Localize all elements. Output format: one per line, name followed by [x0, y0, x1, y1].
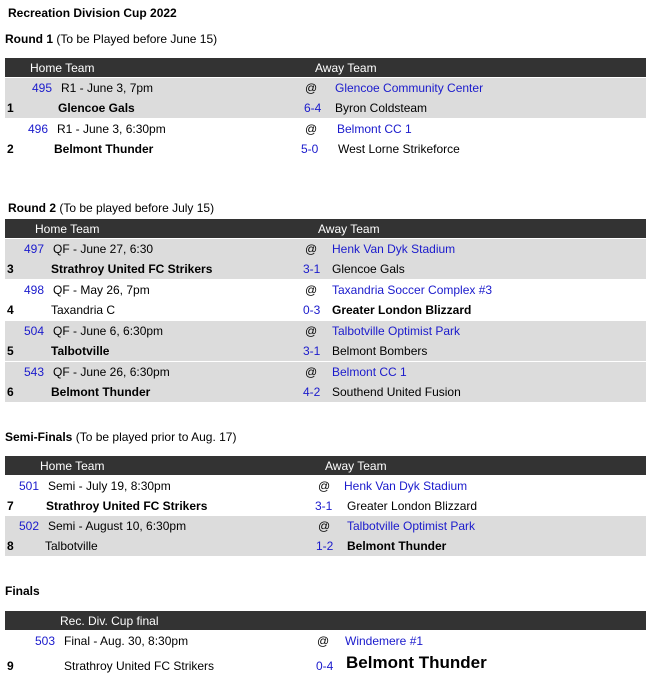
game-number: 7	[7, 499, 14, 513]
away-team-header: Away Team	[318, 222, 380, 236]
table-row	[5, 119, 646, 139]
game-id-link[interactable]: 495	[32, 81, 53, 95]
round2-title: Round 2 (To be played before July 15)	[8, 201, 215, 215]
game-number: 2	[7, 142, 14, 156]
home-team: Belmont Thunder	[54, 142, 154, 156]
at-symbol: @	[318, 519, 331, 533]
score-link[interactable]: 1-2	[316, 539, 334, 553]
round1-header	[5, 58, 646, 77]
table-row	[5, 362, 646, 382]
home-team: Strathroy United FC Strikers	[46, 499, 208, 513]
at-symbol: @	[305, 122, 318, 136]
home-team: Taxandria C	[51, 303, 116, 317]
table-row	[5, 78, 646, 98]
home-team: Strathroy United FC Strikers	[51, 262, 213, 276]
game-id-link[interactable]: 497	[24, 242, 45, 256]
game-info: Final - Aug. 30, 8:30pm	[64, 634, 189, 648]
venue-link[interactable]: Henk Van Dyk Stadium	[344, 479, 468, 493]
home-team: Strathroy United FC Strikers	[64, 659, 215, 673]
table-row	[5, 139, 646, 159]
game-number: 9	[7, 659, 14, 673]
venue-link[interactable]: Talbotville Optimist Park	[332, 324, 461, 338]
finals-header	[5, 611, 646, 630]
away-team: Byron Coldsteam	[335, 101, 428, 115]
table-row	[5, 536, 646, 556]
game-id-link[interactable]: 501	[19, 479, 40, 493]
game-info: QF - June 27, 6:30	[53, 242, 154, 256]
game-info: R1 - June 3, 7pm	[61, 81, 154, 95]
round1-title: Round 1 (To be Played before June 15)	[5, 32, 218, 46]
away-team: Greater London Blizzard	[332, 303, 472, 317]
table-row	[5, 98, 646, 118]
game-number: 8	[7, 539, 14, 553]
at-symbol: @	[318, 479, 331, 493]
score-link[interactable]: 0-3	[303, 303, 321, 317]
home-team: Glencoe Gals	[58, 101, 135, 115]
table-row	[5, 300, 646, 320]
table-row	[5, 239, 646, 259]
table-row	[5, 341, 646, 361]
home-team-header: Home Team	[35, 222, 100, 236]
table-row	[5, 321, 646, 341]
at-symbol: @	[305, 283, 318, 297]
score-link[interactable]: 4-2	[303, 385, 321, 399]
table-row	[5, 382, 646, 402]
venue-link[interactable]: Talbotville Optimist Park	[347, 519, 476, 533]
table-row	[5, 476, 646, 496]
finals-title: Finals	[5, 584, 40, 598]
venue-link[interactable]: Belmont CC 1	[332, 365, 407, 379]
at-symbol: @	[305, 324, 318, 338]
at-symbol: @	[317, 634, 330, 648]
score-link[interactable]: 5-0	[301, 142, 319, 156]
round2-header	[5, 219, 646, 238]
game-info: QF - June 6, 6:30pm	[53, 324, 164, 338]
table-row	[5, 259, 646, 279]
home-team: Talbotville	[45, 539, 98, 553]
at-symbol: @	[305, 365, 318, 379]
home-team: Talbotville	[51, 344, 110, 358]
game-id-link[interactable]: 496	[28, 122, 49, 136]
venue-link[interactable]: Windemere #1	[345, 634, 424, 648]
score-link[interactable]: 0-4	[316, 659, 334, 673]
home-team-header: Home Team	[30, 61, 95, 75]
game-id-link[interactable]: 504	[24, 324, 45, 338]
away-team-header: Away Team	[325, 459, 387, 473]
game-info: QF - June 26, 6:30pm	[53, 365, 170, 379]
game-id-link[interactable]: 503	[35, 634, 56, 648]
venue-link[interactable]: Glencoe Community Center	[335, 81, 484, 95]
score-link[interactable]: 3-1	[315, 499, 333, 513]
away-team: West Lorne Strikeforce	[338, 142, 460, 156]
champion-team: Belmont Thunder	[346, 653, 487, 672]
game-id-link[interactable]: 498	[24, 283, 45, 297]
table-row	[5, 653, 646, 677]
game-id-link[interactable]: 502	[19, 519, 40, 533]
game-info: R1 - June 3, 6:30pm	[57, 122, 166, 136]
at-symbol: @	[305, 242, 318, 256]
game-info: Semi - July 19, 8:30pm	[48, 479, 171, 493]
page-title: Recreation Division Cup 2022	[8, 6, 177, 20]
table-row	[5, 280, 646, 300]
game-number: 3	[7, 262, 14, 276]
venue-link[interactable]: Belmont CC 1	[337, 122, 412, 136]
game-number: 5	[7, 344, 14, 358]
game-info: QF - May 26, 7pm	[53, 283, 150, 297]
table-row	[5, 631, 646, 651]
finals-header-label: Rec. Div. Cup final	[60, 614, 159, 628]
game-info: Semi - August 10, 6:30pm	[48, 519, 187, 533]
away-team: Belmont Thunder	[347, 539, 447, 553]
away-team: Glencoe Gals	[332, 262, 405, 276]
game-number: 4	[7, 303, 14, 317]
at-symbol: @	[305, 81, 318, 95]
table-row	[5, 496, 646, 516]
table-row	[5, 516, 646, 536]
game-number: 6	[7, 385, 14, 399]
home-team-header: Home Team	[40, 459, 105, 473]
semis-header	[5, 456, 646, 475]
game-id-link[interactable]: 543	[24, 365, 45, 379]
venue-link[interactable]: Taxandria Soccer Complex #3	[332, 283, 493, 297]
away-team: Greater London Blizzard	[347, 499, 478, 513]
semis-title: Semi-Finals (To be played prior to Aug. 17)	[5, 430, 237, 444]
venue-link[interactable]: Henk Van Dyk Stadium	[332, 242, 456, 256]
away-team: Southend United Fusion	[332, 385, 461, 399]
game-number: 1	[7, 101, 14, 115]
home-team: Belmont Thunder	[51, 385, 151, 399]
score-link[interactable]: 3-1	[303, 262, 321, 276]
score-link[interactable]: 3-1	[303, 344, 321, 358]
away-team: Belmont Bombers	[332, 344, 428, 358]
score-link[interactable]: 6-4	[304, 101, 322, 115]
away-team-header: Away Team	[315, 61, 377, 75]
